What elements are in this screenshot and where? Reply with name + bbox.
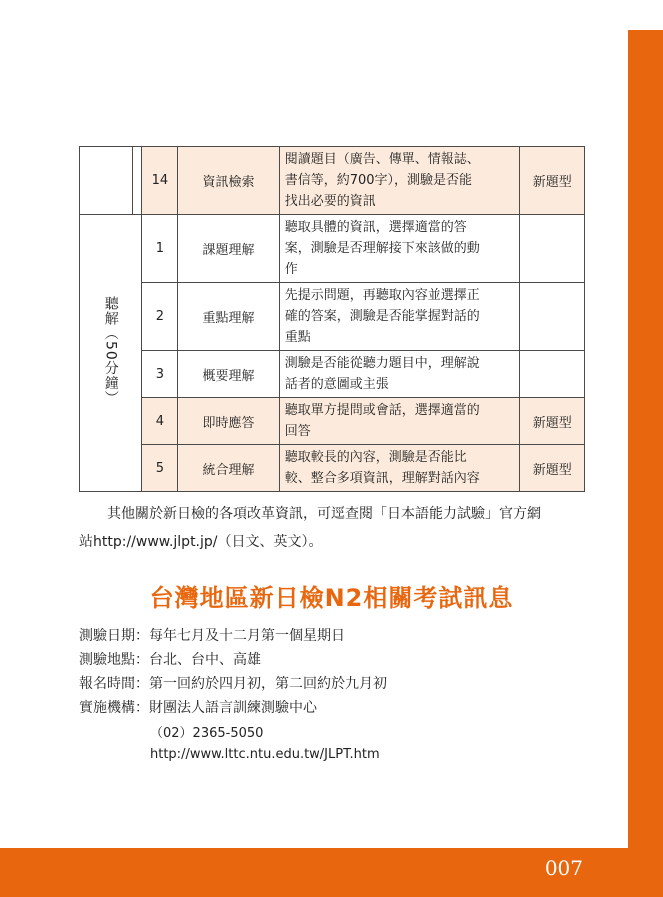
- new-format-tag: [520, 215, 585, 283]
- listening-section-label: 聽解（50分鐘）: [80, 215, 142, 492]
- sub-cell-empty: [133, 147, 142, 215]
- registration-period: 報名時間：第一回約於四月初，第二回約於九月初: [79, 676, 387, 692]
- organizer-website: http://www.lttc.ntu.edu.tw/JLPT.htm: [150, 747, 380, 762]
- exam-structure-table: [79, 146, 585, 492]
- table-row: [80, 147, 585, 215]
- page-top-margin: [0, 0, 663, 30]
- question-type: 概要理解: [178, 351, 279, 398]
- question-description: 測驗是否能從聽力題目中，理解說 話者的意圖或主張: [279, 351, 520, 398]
- exam-location: 測驗地點：台北、台中、高雄: [79, 652, 261, 668]
- section-heading: 台灣地區新日檢N2相關考試訊息: [149, 584, 514, 612]
- question-number: 1: [142, 215, 178, 283]
- organizer: 實施機構：財團法人語言訓練測驗中心: [79, 700, 317, 716]
- new-format-tag: 新題型: [520, 398, 585, 445]
- orange-side-border: [628, 30, 663, 897]
- question-number: 3: [142, 351, 178, 398]
- question-number: 2: [142, 283, 178, 351]
- page-number: 007: [544, 856, 583, 880]
- question-number: 5: [142, 445, 178, 492]
- question-number: 4: [142, 398, 178, 445]
- reform-info-paragraph: 其他關於新日檢的各項改革資訊，可逕查閱「日本語能力試驗」官方網 站http://www.jlpt.jp/（日文、英文）。: [79, 506, 541, 550]
- new-format-tag: 新題型: [520, 445, 585, 492]
- question-description: 聽取具體的資訊，選擇適當的答 案，測驗是否理解接下來該做的動 作: [279, 215, 520, 283]
- question-description: 閱讀題目（廣告、傳單、情報誌、 書信等，約700字），測驗是否能 找出必要的資訊: [279, 147, 520, 215]
- new-format-tag: 新題型: [520, 147, 585, 215]
- table-row: [80, 398, 585, 445]
- question-description: 聽取較長的內容，測驗是否能比 較、整合多項資訊，理解對話內容: [279, 445, 520, 492]
- organizer-phone: （02）2365-5050: [150, 726, 264, 741]
- new-format-tag: [520, 351, 585, 398]
- table-row: [80, 215, 585, 283]
- new-format-tag: [520, 283, 585, 351]
- question-description: 先提示問題，再聽取內容並選擇正 確的答案，測驗是否能掌握對話的 重點: [279, 283, 520, 351]
- question-type: 統合理解: [178, 445, 279, 492]
- question-type: 資訊檢索: [178, 147, 279, 215]
- question-type: 課題理解: [178, 215, 279, 283]
- table-row: [80, 445, 585, 492]
- table-row: [80, 283, 585, 351]
- exam-date: 測驗日期：每年七月及十二月第一個星期日: [79, 628, 345, 644]
- question-number: 14: [142, 147, 178, 215]
- table-row: [80, 351, 585, 398]
- section-cell-empty: [80, 147, 133, 215]
- question-type: 重點理解: [178, 283, 279, 351]
- question-description: 聽取單方提問或會話，選擇適當的 回答: [279, 398, 520, 445]
- question-type: 即時應答: [178, 398, 279, 445]
